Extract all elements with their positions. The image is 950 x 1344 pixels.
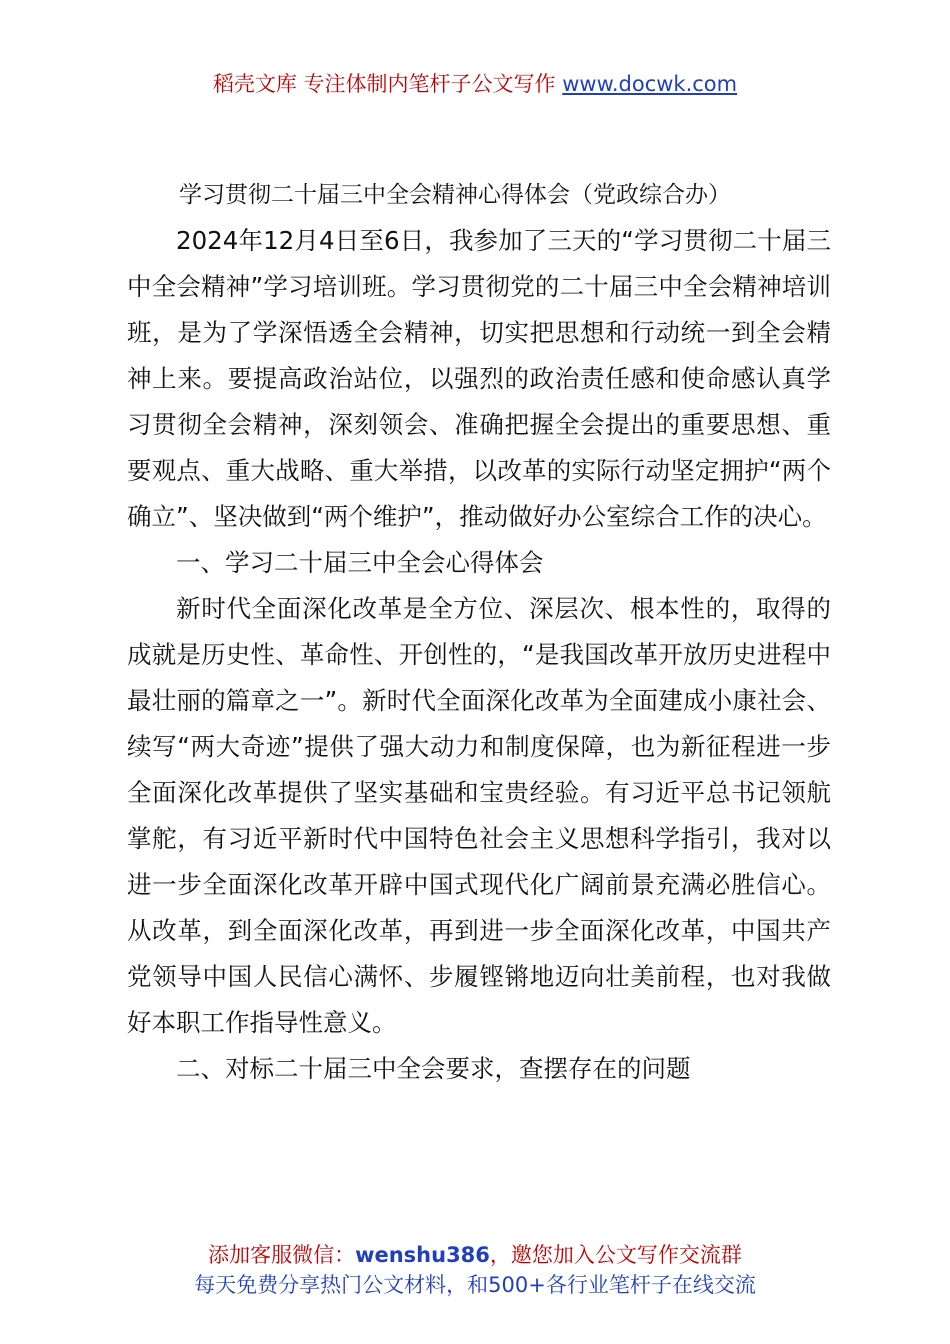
footer-contact-line [0, 1240, 950, 1270]
header-brand: 稻壳文库 专注体制内笔杆子公文写作 [212, 72, 556, 96]
document-body [127, 172, 831, 1092]
section-heading-2: 二、对标二十届三中全会要求，查摆存在的问题 [176, 1054, 691, 1083]
paragraph-intro: 2024年12月4日至6日，我参加了三天的“学习贯彻二十届三中全会精神”学习培训班。学习贯彻党的二十届三中全会精神培训班，是为了学深悟透全会精神，切实把思想和行动统一到全会精神上来。要提高政治站位，以强烈的政治责任感和使命感认真学习贯彻全会精神，深刻领会、准确把握全会提出的重要思想、重要观点、重大战略、重大举措，以改革的实际行动坚定拥护“两个确立”、坚决做到“两个维护”，推动做好办公室综合工作的决心。 [127, 226, 831, 531]
footer-wechat-id: wenshu386 [355, 1243, 490, 1267]
footer-contact-prefix: 添加客服微信： [208, 1243, 356, 1267]
document-title: 学习贯彻二十届三中全会精神心得体会（党政综合办） [179, 182, 731, 208]
page-header [0, 70, 950, 98]
footer-share-line: 每天免费分享热门公文材料，和500+各行业笔杆子在线交流 [194, 1273, 756, 1297]
section-heading-1: 一、学习二十届三中全会心得体会 [176, 548, 544, 577]
paragraph-section-1: 新时代全面深化改革是全方位、深层次、根本性的，取得的成就是历史性、革命性、开创性的，“是我国改革开放历史进程中最壮丽的篇章之一”。新时代全面深化改革为全面建成小康社会、续写“两大奇迹”提供了强大动力和制度保障，也为新征程进一步全面深化改革提供了坚实基础和宝贵经验。有习近平总书记领航掌舵，有习近平新时代中国特色社会主义思想科学指引，我对以进一步全面深化改革开辟中国式现代化广阔前景充满必胜信心。从改革，到全面深化改革，再到进一步全面深化改革，中国共产党领导中国人民信心满怀、步履铿锵地迈向壮美前程，也对我做好本职工作指导性意义。 [127, 594, 831, 1037]
page-footer [0, 1240, 950, 1300]
footer-contact-suffix: ，邀您加入公文写作交流群 [489, 1243, 742, 1267]
header-url-link[interactable]: www.docwk.com [562, 72, 738, 96]
